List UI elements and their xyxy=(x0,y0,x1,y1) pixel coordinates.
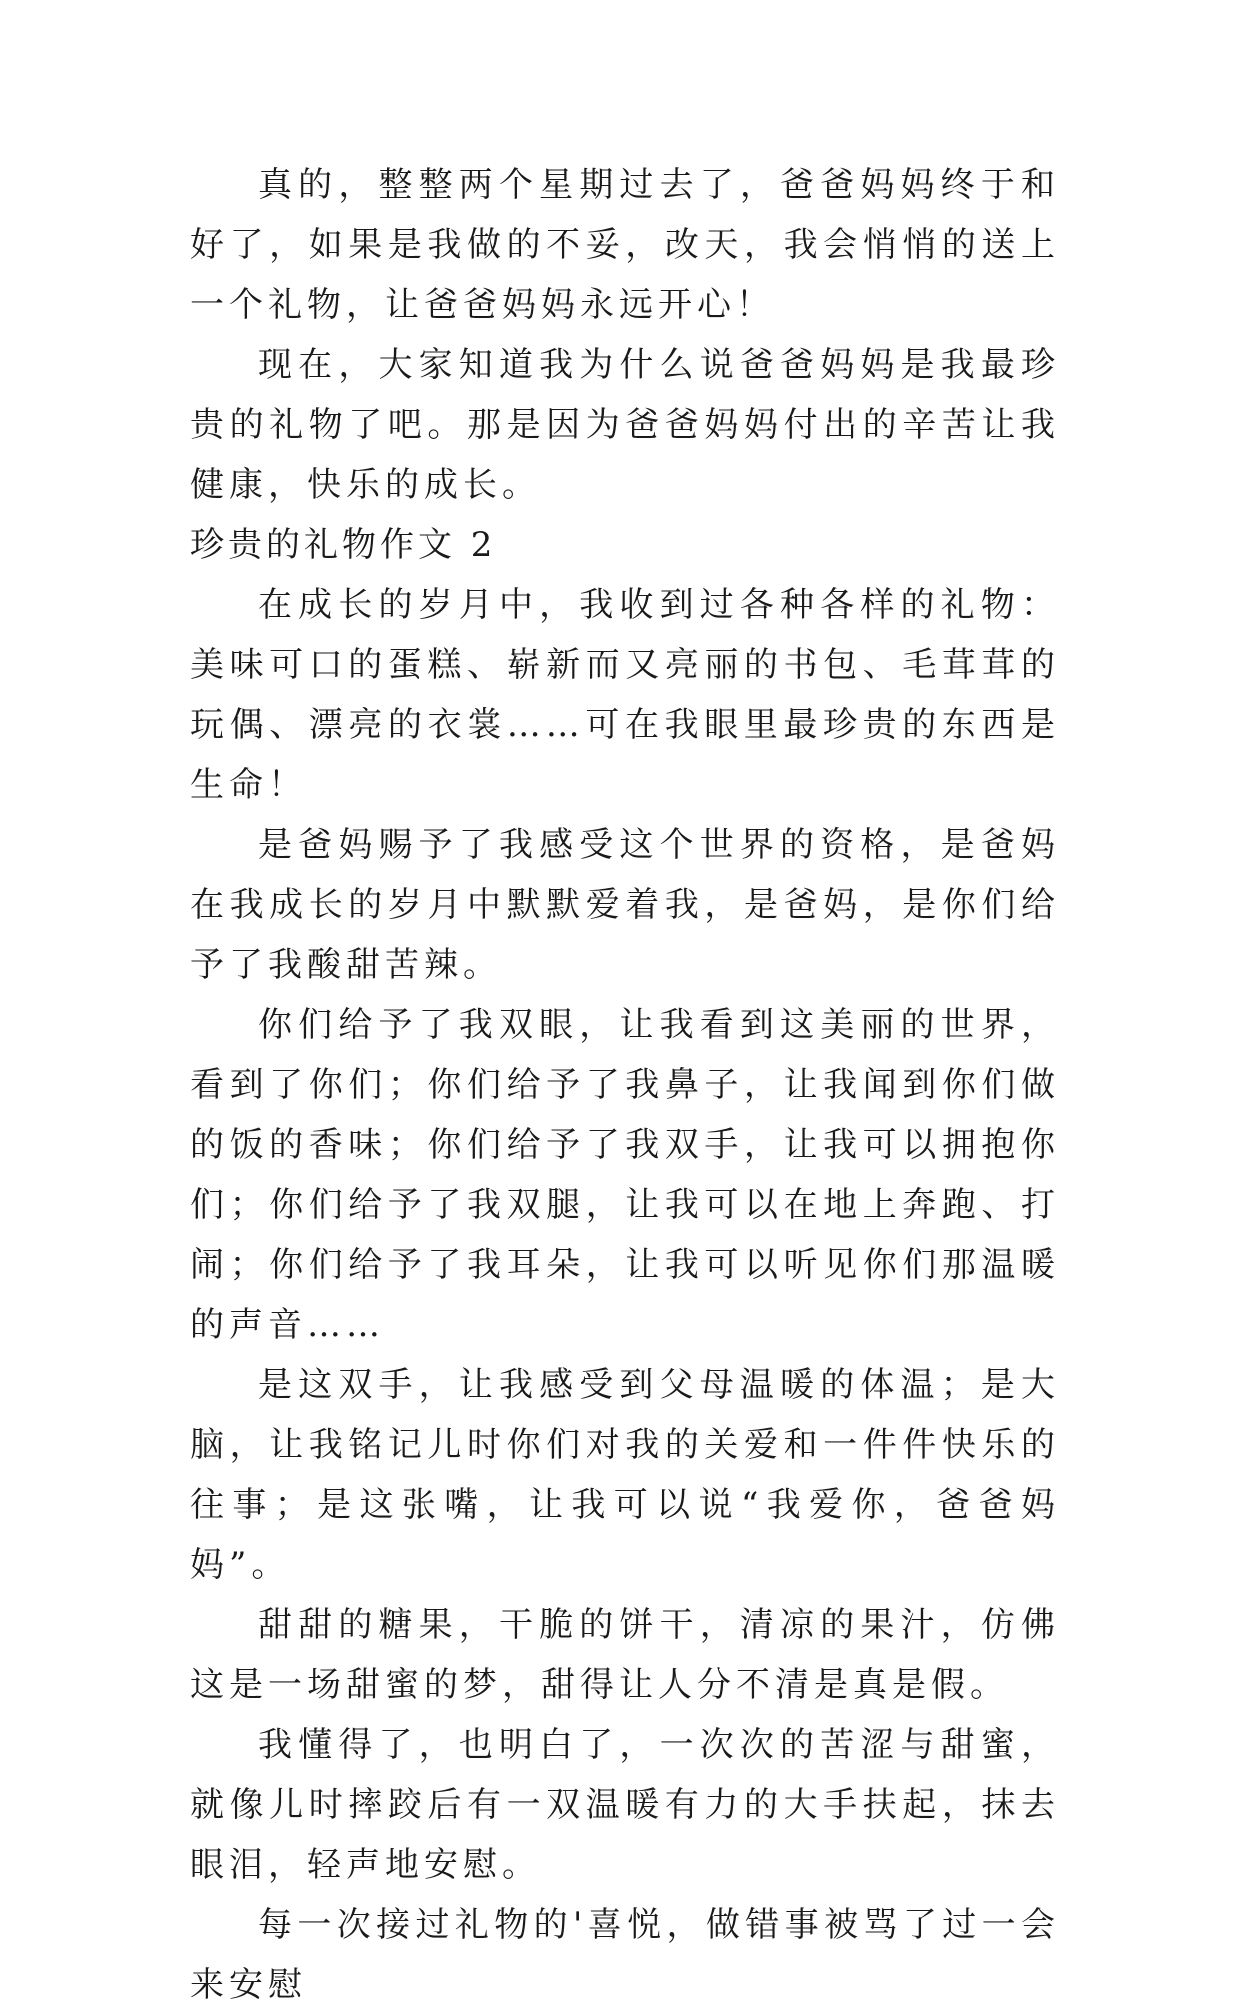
paragraph: 你们给予了我双眼，让我看到这美丽的世界，看到了你们；你们给予了我鼻子，让我闻到你们做的饭的香味；你们给予了我双手，让我可以拥抱你们；你们给予了我双腿，让我可以在地上奔跑、打闹；你们给予了我耳朵，让我可以听见你们那温暖的声音…… xyxy=(190,1005,1060,1345)
paragraph: 每一次接过礼物的'喜悦，做错事被骂了过一会来安慰 xyxy=(190,1905,1060,2005)
section-heading: 珍贵的礼物作文 2 xyxy=(190,525,497,565)
paragraph: 甜甜的糖果，干脆的饼干，清凉的果汁，仿佛这是一场甜蜜的梦，甜得让人分不清是真是假。 xyxy=(190,1605,1060,1705)
document-body xyxy=(190,155,1060,2015)
paragraph: 真的，整整两个星期过去了，爸爸妈妈终于和好了，如果是我做的不妥，改天，我会悄悄的送上一个礼物，让爸爸妈妈永远开心！ xyxy=(190,165,1060,325)
paragraph: 是爸妈赐予了我感受这个世界的资格，是爸妈在我成长的岁月中默默爱着我，是爸妈，是你们给予了我酸甜苦辣。 xyxy=(190,825,1060,985)
paragraph: 我懂得了，也明白了，一次次的苦涩与甜蜜，就像儿时摔跤后有一双温暖有力的大手扶起，抹去眼泪，轻声地安慰。 xyxy=(190,1725,1060,1885)
paragraph: 现在，大家知道我为什么说爸爸妈妈是我最珍贵的礼物了吧。那是因为爸爸妈妈付出的辛苦让我健康，快乐的成长。 xyxy=(190,345,1060,505)
paragraph: 在成长的岁月中，我收到过各种各样的礼物：美味可口的蛋糕、崭新而又亮丽的书包、毛茸茸的玩偶、漂亮的衣裳……可在我眼里最珍贵的东西是生命！ xyxy=(190,585,1060,805)
paragraph: 是这双手，让我感受到父母温暖的体温；是大脑，让我铭记儿时你们对我的关爱和一件件快乐的往事；是这张嘴，让我可以说“我爱你，爸爸妈妈”。 xyxy=(190,1365,1060,1585)
